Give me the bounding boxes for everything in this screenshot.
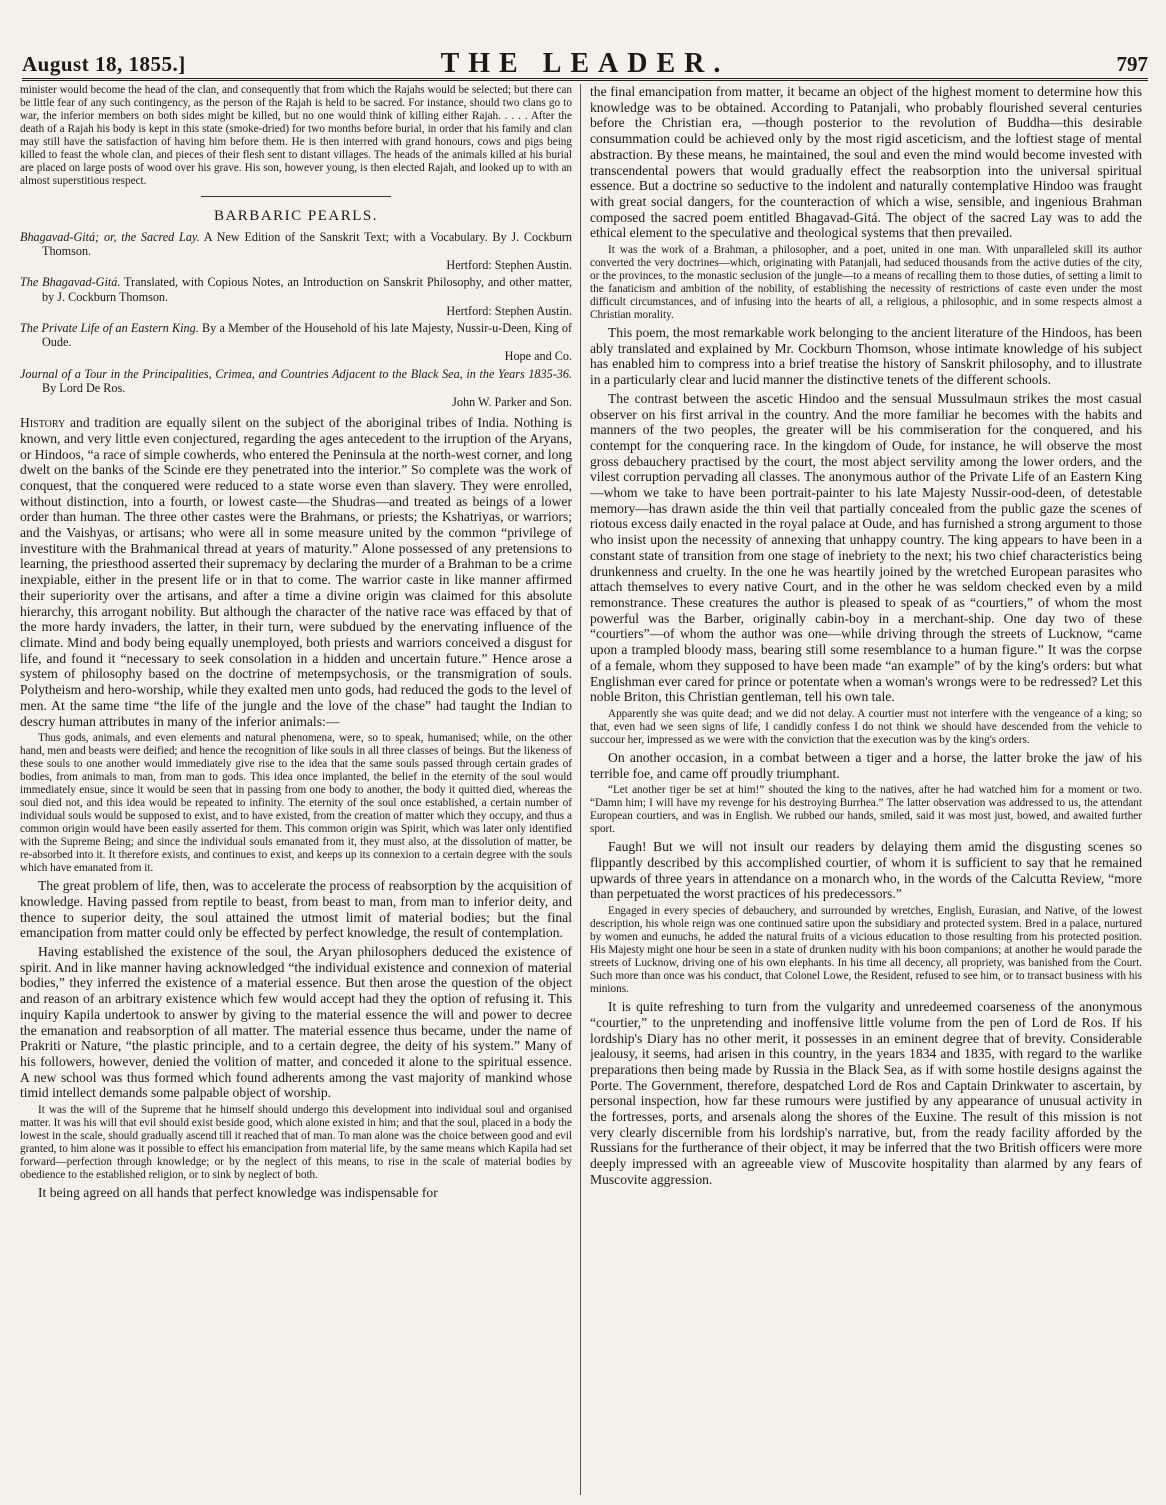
continued-paragraph: minister would become the head of the clan, and consequently that from which the Rajahs would be selected; but there can be little fear of any such contingency, as the person of the Rajah is held to be sacred. For instance, should two clans go to war, the inferior members on both sides might be killed, but no one would think of killing either Rajah. . . . . After the death of a Rajah his body is kept in this state (smoke-dried) for two months before burial, in order that his family and clan may still have the satisfaction of having him before them. He is then interred with grand honours, cows and pigs being killed to feast the whole clan, and pieces of their flesh sent to distant villages. The heads of the animals killed at his burial are placed on large posts of wood over his grave. His son, however young, is then elected Rajah, and looked up to with an almost superstitious respect. — [20, 84, 572, 187]
body-paragraph: Having established the existence of the soul, the Aryan philosophers deduced the existence of spirit. And in like manner having acknowledged “the individual existence and connexion of material bodies,” they inferred the existence of a material essence. But then arose the question of the object and reason of an arbitrary existence which few would accept had they the option of refusing it. This inquiry Kapila undertook to answer by giving to the material essence the will and power to decree the emanation and reabsorption of all matter. The material essence thus became, under the name of Prakriti or Nature, “the plastic principle, and to a certain degree, the deity of his system.” Many of his followers, however, denied the volition of matter, and conceded it alone to the spiritual essence. A new school was thus formed which found adherents among the vast majority of mankind whose timid intellect demands some palpable object of worship. — [20, 944, 572, 1101]
body-paragraph: The great problem of life, then, was to accelerate the process of reabsorption by the acquisition of knowledge. Having passed from reptile to beast, from beast to man, from man to inferior deity, and thence to superior deity, the soul attained the utmost limit of material bodies; but the final emancipation from matter could only be effected by perfect knowledge, the result of contemplation. — [20, 878, 572, 941]
block-quote: Apparently she was quite dead; and we did not delay. A courtier must not interfere with the vengeance of a king; so that, even had we seen signs of life, I candidly confess I do not think we should have descended from the vehicle to succour her, impressed as we were with the conviction that the execution was by the king's orders. — [590, 707, 1142, 746]
left-column — [20, 84, 572, 1501]
article-title: BARBARIC PEARLS. — [213, 208, 379, 224]
book-listing — [20, 321, 572, 364]
book-publisher: Hope and Co. — [504, 349, 572, 364]
body-paragraph: It being agreed on all hands that perfect knowledge was indispensable for — [38, 1185, 438, 1201]
book-listing — [20, 275, 572, 318]
book-publisher: Hertford: Stephen Austin. — [446, 303, 572, 318]
body-paragraph: On another occasion, in a combat between a tiger and a horse, the latter broke the jaw of his terrible foe, and came off proudly triumphant. — [590, 749, 1142, 781]
book-title: Bhagavad-Gitá; or, the Sacred Lay. — [20, 229, 200, 244]
body-paragraph — [20, 415, 572, 729]
book-details: By a Member of the Household of his late Majesty, Nussir-u-Deen, King of Oude. — [42, 320, 572, 350]
issue-date: August 18, 1855.] — [22, 52, 186, 76]
right-column — [590, 84, 1142, 1501]
book-listing — [20, 367, 572, 410]
book-title: Journal of a Tour in the Principalities, Crimea, and Countries Adjacent to the Black Sea, in the Years 1835-36. — [20, 366, 572, 381]
paragraph-text: and tradition are equally silent on the subject of the aboriginal tribes of India. Nothing is known, and very little even conjectured, regarding the ages antecedent to the irruption of the Aryans, or Hindoos, “a race of simple cowherds, who entered the Peninsula at the north-west corner, and long dwelt on the banks of the Scinde ere they penetrated into the interior.” So complete was the work of conquest, that the conquered were reduced to a state worse even than slavery. They were enrolled, without distinction, into a fourth, or lowest caste—the Shudras—and treated as beings of a lower order than human. The three other castes were the Brahmans, or priests; the Kshatriyas, or warriors; and the Vaishyas, or artisans; who were all in some measure united by the common “privilege of investiture with the Brahmanical thread at years of maturity.” Alone possessed of any pretensions to learning, the priesthood asserted their supremacy by declaring the murder of a Brahman to be a crime inexpiable, either in the present life or in that to come. The warrior caste in like manner affirmed their superiority over the artisans, and after a time a divine origin was claimed for this absolute hierarchy, this arrogant nobility. But although the character of the native race was effaced by that of the more hardy invaders, the latter, in their turn, were subdued by the enervating influence of the climate. Mind and body being equally unemployed, both priests and warriors conceived a disgust for life, and found it “necessary to seek consolation in a hidden and uncertain future.” Hence arose a system of philosophy based on the doctrine of metempsychosis, or the transmigration of souls. Polytheism and hero-worship, while they exalted men unto gods, had reduced the gods to the level of men. At the same time “the life of the jungle and the love of the chase” had taught the Indian to descry human attributes in many of the inferior animals:— — [20, 415, 572, 729]
book-details: A New Edition of the Sanskrit Text; with a Vocabulary. By J. Cockburn Thomson. — [42, 229, 572, 258]
book-title: The Bhagavad-Gitá. — [20, 275, 121, 290]
body-paragraph: It is quite refreshing to turn from the vulgarity and unredeemed coarseness of the anonymous “courtier,” to the unpretending and inoffensive little volume from the pen of Lord de Ros. If his lordship's Diary has no other merit, it possesses in an eminent degree that of brevity. Considerable jealousy, it seems, had arisen in this country, in the years 1834 and 1835, with regard to the warlike preparations then being made by Russia in the Black Sea, as if with some hostile designs against the Porte. The Government, therefore, despatched Lord de Ros and Captain Drinkwater to ascertain, by personal inspection, how far these rumours were justified by any appearance of unusual activity in the fortresses, ports, and arsenals along the shores of the Euxine. The result of this mission is not very clearly discernible from his lordship's narrative, but, from the ready facility afforded by the Russians for the furtherance of their object, it may be inferred that the two British officers were more deeply impressed with an agreeable view of Muscovite hospitality than alarmed by any fears of Muscovite aggression. — [590, 999, 1142, 1187]
column-divider — [580, 84, 581, 1495]
block-quote: It was the will of the Supreme that he himself should undergo this development into individual soul and organised matter. It was his will that evil should exist beside good, which alone existed in him; and that the soul, placed in a body the lowest in the scale, should gradually ascend till it reached that of man. To man alone was the choice between good and evil granted, to him alone was it possible to effect his emancipation from material life, by the same means which Kapila had set forward—perfection through knowledge; or by the neglect of this means, to rise in the scale of material bodies by obedience to the established religion, or to sink by neglect of both. — [20, 1104, 572, 1182]
page-number: 797 — [1116, 52, 1148, 76]
book-details: Translated, with Copious Notes, an Introduction on Sanskrit Philosophy, and other matter, by J. Cockburn Thomson. — [42, 275, 572, 304]
book-details: By Lord De Ros. — [42, 380, 126, 395]
body-paragraph: The contrast between the ascetic Hindoo and the sensual Mussulmaun strikes the most casual observer on his first arrival in the country. And the more familiar he becomes with the habits and manners of the two peoples, the greater will be his commiseration for the conquered, and his contempt for the conquering race. In the kingdom of Oude, for instance, he will observe the most gross debauchery practised by the court, the most abject servility among the lower orders, and the vilest corruption pervading all classes. The anonymous author of the Private Life of an Eastern King —whom we take to have been portrait-painter to his late Majesty Nussir-ood-deen, of detestable memory—has drawn aside the thin veil that partially concealed from the public gaze the scenes of riotous excess daily enacted in the royal palace at Oude, and has furnished a strong argument to those who insist upon the necessity of annexing that unhappy country. The king appears to have been in a constant state of transition from one stage of inebriety to the next; his two chief characteristics being drunkenness and cruelty. In the one he was heartily joined by the wretched European parasites who attach themselves to every native Court, and in the other he was seldom checked even by a mild remonstrance. These creatures the author is pleased to speak of as “courtiers,” of whom the most powerful was the Barber, originally cabin-boy in a merchant-ship. One day two of these “courtiers”—of whom the author was one—while driving through the streets of Lucknow, “came upon a trampled bloody mass, bearing still some resemblance to a human figure.” It was the corpse of a female, whom they supposed to have been made “an example” of by the king's orders: but what Englishman ever cared for prince or potentate when a woman's wrongs were to be redressed? Let this noble Briton, this Christian gentleman, tell his own tale. — [590, 390, 1142, 705]
book-title: The Private Life of an Eastern King. — [20, 320, 199, 335]
block-quote: “Let another tiger be set at him!” shouted the king to the natives, after he had watched him for a moment or two. “Damn him; I will have my revenge for his destroying Burrhea.” The latter observation was addressed to us, the attendant European courtiers, and was in English. We rubbed our hands, smiled, said it was most just, bowed, and awaited further sport. — [590, 784, 1142, 836]
drop-word: History — [20, 415, 66, 431]
section-separator — [201, 196, 391, 197]
block-quote: It was the work of a Brahman, a philosopher, and a poet, united in one man. With unparalleled skill its author converted the very doctrines—which, originating with Patanjali, had seduced thousands from the active duties of the city, or the provinces, to the monastic seclusion of the jungle—to a means of recalling them to those duties, of setting a limit to the fanaticism and ambition of the nobility, of establishing the necessity of restrictions of caste even under the most difficult circumstances, and of infusing into the hearts of all, a religious, a philosophic, and in some respects almost a Christian morality. — [590, 244, 1142, 322]
body-paragraph: This poem, the most remarkable work belonging to the ancient literature of the Hindoos, has been ably translated and explained by Mr. Cockburn Thomson, whose intimate knowledge of his subject has enabled him to compress into a brief treatise the history of Sanskrit philosophy, and to illustrate in a particularly clear and lucid manner the distinctive tenets of the different schools. — [590, 325, 1142, 388]
book-publisher: John W. Parker and Son. — [452, 394, 572, 409]
masthead — [22, 46, 1148, 81]
body-paragraph: Faugh! But we will not insult our readers by delaying them amid the disgusting scenes so flippantly described by this accomplished courtier, of whom it is sufficient to say that he remained upwards of three years in attendance on a monarch who, in the words of the Calcutta Review, “more than perpetuated the worst practices of his predecessors.” — [590, 839, 1142, 902]
body-paragraph: the final emancipation from matter, it became an object of the highest moment to determine how this knowledge was to be obtained. According to Patanjali, who probably flourished several centuries before the Christian era, —though posterior to the revolution of Buddha—this desirable consummation could be achieved only by the most rigid asceticism, and the loftiest stage of mental abstraction. By these means, he maintained, the soul and even the mind would become invested with transcendental powers that would gradually effect the reabsorption into the universal spiritual essence. But a doctrine so seductive to the indolent and naturally contemplative Hindoo was fraught with great social dangers, for the counteraction of which a wise, sensible, and ingenious Brahman composed the sacred poem entitled Bhagavad-Gitá. The object of the sacred Lay was to add the ethical element to the speculative and theological systems that then prevailed. — [590, 84, 1142, 241]
block-quote: Thus gods, animals, and even elements and natural phenomena, were, so to speak, humanised; while, on the other hand, men and beasts were deified; and hence the recognition of like souls in all three classes of beings. But the likeness of these souls to one another would immediately give rise to the idea that the same souls passed through certain grades of bodies, from animals to man, from man to gods. This idea once implanted, the belief in the eternity of the soul would immediately ensue, since it would be seen that in passing from one body to another, the body it quitted died, whereas the soul died not, and this idea would be repeated to infinity. The eternity of the soul once established, a certain number of individual souls would be supposed to exist, and to have existed, from the creation of matter which they occupy, and thus a common origin would have been easily asserted for them. This common origin was Spirit, which was later only identified with the Supreme Being; and since the individual souls emanated from it, they must also, at the dissolution of matter, be re-absorbed into it. It therefore exists, and continues to exist, and keeps up its connexion to a certain degree with the souls which have emanated from it. — [20, 732, 572, 875]
block-quote: Engaged in every species of debauchery, and surrounded by wretches, English, Eurasian, and Native, of the lowest description, his whole reign was one continued satire upon the subsidiary and protected system. Bred in a palace, nurtured by women and eunuchs, he added the natural fruits of a vicious education to those resulting from his protected position. His Majesty might one hour be seen in a state of drunken nudity with his boon companions; at another he would parade the streets of Lucknow, driving one of his own elephants. In his time all decency, all propriety, was banished from the Court. Such more than once was his conduct, that Colonel Lowe, the Resident, refused to see him, or to transact business with his minions. — [590, 905, 1142, 996]
newspaper-title: THE LEADER. — [440, 48, 730, 79]
book-listing — [20, 230, 572, 273]
book-publisher: Hertford: Stephen Austin. — [446, 258, 572, 273]
